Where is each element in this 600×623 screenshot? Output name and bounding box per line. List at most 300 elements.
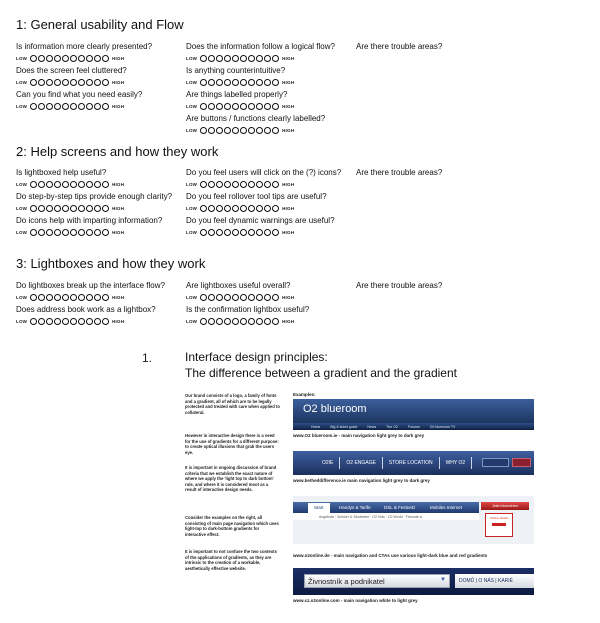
example-screenshot-cz-o2online bbox=[293, 568, 534, 595]
rating-radio[interactable] bbox=[208, 55, 215, 62]
rating-options bbox=[30, 181, 109, 188]
question: Do you feel rollover tool tips are useful? bbox=[186, 192, 327, 201]
rating-radio[interactable] bbox=[94, 294, 101, 301]
rating-radio[interactable] bbox=[232, 229, 239, 236]
rating-radio[interactable] bbox=[46, 103, 53, 110]
rating-radio[interactable] bbox=[102, 318, 109, 325]
example-screenshot-blueroom bbox=[293, 399, 534, 430]
rating-radio[interactable] bbox=[46, 294, 53, 301]
rating-radio[interactable] bbox=[240, 127, 247, 134]
rating-radio[interactable] bbox=[240, 181, 247, 188]
rating-radio[interactable] bbox=[70, 318, 77, 325]
rating-options bbox=[30, 229, 109, 236]
example-caption: www.o2online.de - main navigation and CTAs use various light-dark blue and red gradients bbox=[293, 553, 488, 558]
rating-radio[interactable] bbox=[30, 205, 37, 212]
rating-radio[interactable] bbox=[248, 103, 255, 110]
rating-radio[interactable] bbox=[30, 318, 37, 325]
rating-radio[interactable] bbox=[78, 205, 85, 212]
rating-radio[interactable] bbox=[232, 79, 239, 86]
scale-low-label: LOW bbox=[186, 79, 198, 85]
rating-radio[interactable] bbox=[216, 55, 223, 62]
rating-radio[interactable] bbox=[200, 103, 207, 110]
rating-radio[interactable] bbox=[224, 229, 231, 236]
rating-radio[interactable] bbox=[78, 229, 85, 236]
rating-radio[interactable] bbox=[38, 103, 45, 110]
rating-radio[interactable] bbox=[54, 79, 61, 86]
rating-radio[interactable] bbox=[54, 229, 61, 236]
rating-radio[interactable] bbox=[256, 229, 263, 236]
rating-radio[interactable] bbox=[256, 103, 263, 110]
rating-scale[interactable] bbox=[16, 180, 124, 188]
question: Does the information follow a logical flow? bbox=[186, 42, 335, 51]
top-links: DOMŮ | O NÁS | KARIÉ bbox=[455, 574, 534, 588]
rating-options bbox=[200, 55, 279, 62]
rating-radio[interactable] bbox=[256, 318, 263, 325]
rating-radio[interactable] bbox=[200, 229, 207, 236]
rating-scale[interactable] bbox=[16, 78, 124, 86]
rating-scale[interactable] bbox=[186, 54, 294, 62]
question: Is anything counterintuitive? bbox=[186, 66, 286, 75]
rating-radio[interactable] bbox=[30, 103, 37, 110]
rating-radio[interactable] bbox=[272, 127, 279, 134]
rating-radio[interactable] bbox=[102, 205, 109, 212]
rating-radio[interactable] bbox=[38, 229, 45, 236]
question: Are there trouble areas? bbox=[356, 42, 443, 51]
promo-box bbox=[485, 513, 513, 537]
rating-radio[interactable] bbox=[86, 103, 93, 110]
rating-scale[interactable] bbox=[186, 102, 294, 110]
rating-radio[interactable] bbox=[208, 205, 215, 212]
rating-scale[interactable] bbox=[186, 180, 294, 188]
rating-radio[interactable] bbox=[240, 103, 247, 110]
rating-radio[interactable] bbox=[38, 79, 45, 86]
nav-tab: WHY O2 bbox=[440, 457, 473, 469]
scale-high-label: HIGH bbox=[282, 229, 295, 235]
scale-high-label: HIGH bbox=[282, 127, 295, 133]
question: Are there trouble areas? bbox=[356, 168, 443, 177]
scale-high-label: HIGH bbox=[282, 294, 295, 300]
rating-radio[interactable] bbox=[30, 294, 37, 301]
rating-radio[interactable] bbox=[62, 318, 69, 325]
rating-options bbox=[30, 79, 109, 86]
rating-radio[interactable] bbox=[232, 205, 239, 212]
scale-low-label: LOW bbox=[186, 229, 198, 235]
scale-low-label: LOW bbox=[16, 103, 28, 109]
rating-radio[interactable] bbox=[200, 127, 207, 134]
body-paragraph: It is important in ongoing discussion of brand criteria that we establish the exact nature of where we apply the 'light top to dark bottom' rule, and where it is considered moot as a result of interactive design needs. bbox=[185, 465, 277, 493]
rating-radio[interactable] bbox=[272, 55, 279, 62]
scale-high-label: HIGH bbox=[112, 181, 125, 187]
rating-radio[interactable] bbox=[54, 55, 61, 62]
rating-radio[interactable] bbox=[62, 205, 69, 212]
sub-nav: Angebote · Schüler & Studenten · O2 Kids · O2 World · Freunde w bbox=[293, 513, 479, 520]
rating-radio[interactable] bbox=[94, 229, 101, 236]
rating-scale[interactable] bbox=[16, 228, 124, 236]
rating-radio[interactable] bbox=[62, 79, 69, 86]
section-1-title: 1: General usability and Flow bbox=[16, 17, 184, 32]
rating-radio[interactable] bbox=[224, 55, 231, 62]
nav-item: Home bbox=[311, 424, 321, 429]
rating-radio[interactable] bbox=[78, 181, 85, 188]
rating-radio[interactable] bbox=[232, 127, 239, 134]
rating-options bbox=[30, 205, 109, 212]
rating-radio[interactable] bbox=[94, 181, 101, 188]
rating-radio[interactable] bbox=[200, 318, 207, 325]
rating-radio[interactable] bbox=[256, 294, 263, 301]
question: Is lightboxed help useful? bbox=[16, 168, 107, 177]
rating-options bbox=[30, 103, 109, 110]
rating-radio[interactable] bbox=[224, 127, 231, 134]
rating-radio[interactable] bbox=[38, 181, 45, 188]
chevron-down-icon: ▼ bbox=[440, 577, 446, 583]
question: Can you find what you need easily? bbox=[16, 90, 143, 99]
nav-button bbox=[482, 458, 509, 467]
nav-tabs bbox=[316, 457, 472, 469]
rating-radio[interactable] bbox=[38, 205, 45, 212]
scale-high-label: HIGH bbox=[112, 79, 125, 85]
rating-scale[interactable] bbox=[16, 54, 124, 62]
scale-low-label: LOW bbox=[186, 55, 198, 61]
rating-radio[interactable] bbox=[208, 79, 215, 86]
rating-radio[interactable] bbox=[248, 127, 255, 134]
scale-high-label: HIGH bbox=[282, 205, 295, 211]
scale-low-label: LOW bbox=[186, 127, 198, 133]
rating-radio[interactable] bbox=[232, 318, 239, 325]
rating-radio[interactable] bbox=[272, 79, 279, 86]
rating-radio[interactable] bbox=[200, 294, 207, 301]
rating-radio[interactable] bbox=[256, 205, 263, 212]
example-caption: www.cz.o2online.com - main navigation white to light grey bbox=[293, 598, 418, 603]
scale-low-label: LOW bbox=[16, 294, 28, 300]
rating-radio[interactable] bbox=[256, 181, 263, 188]
rating-options bbox=[200, 205, 279, 212]
scale-high-label: HIGH bbox=[282, 79, 295, 85]
rating-radio[interactable] bbox=[94, 318, 101, 325]
rating-radio[interactable] bbox=[78, 103, 85, 110]
rating-radio[interactable] bbox=[62, 55, 69, 62]
rating-radio[interactable] bbox=[216, 229, 223, 236]
question: Is information more clearly presented? bbox=[16, 42, 153, 51]
rating-radio[interactable] bbox=[232, 294, 239, 301]
rating-radio[interactable] bbox=[86, 79, 93, 86]
segment-select bbox=[304, 574, 450, 588]
rating-radio[interactable] bbox=[208, 318, 215, 325]
rating-radio[interactable] bbox=[78, 55, 85, 62]
nav-item: Big & ticket guide bbox=[330, 424, 358, 429]
promo-box-button bbox=[492, 523, 506, 526]
rating-radio[interactable] bbox=[70, 294, 77, 301]
rating-radio[interactable] bbox=[248, 181, 255, 188]
rating-radio[interactable] bbox=[54, 294, 61, 301]
rating-radio[interactable] bbox=[272, 181, 279, 188]
scale-high-label: HIGH bbox=[282, 318, 295, 324]
scale-high-label: HIGH bbox=[112, 294, 125, 300]
rating-radio[interactable] bbox=[102, 181, 109, 188]
nav-tab: STORE LOCATION bbox=[383, 457, 440, 469]
rating-options bbox=[200, 103, 279, 110]
rating-radio[interactable] bbox=[272, 318, 279, 325]
rating-radio[interactable] bbox=[264, 318, 271, 325]
rating-radio[interactable] bbox=[54, 181, 61, 188]
body-paragraph: It is important to not confuse the two contexts of the applications of gradients, as they are intrinsic to the creation of a workable, aesthetically effective website. bbox=[185, 549, 277, 571]
rating-radio[interactable] bbox=[232, 103, 239, 110]
rating-options bbox=[200, 79, 279, 86]
scale-low-label: LOW bbox=[186, 318, 198, 324]
rating-scale[interactable] bbox=[16, 317, 124, 325]
question: Do icons help with imparting information? bbox=[16, 216, 163, 225]
scale-high-label: HIGH bbox=[112, 103, 125, 109]
section-2-title: 2: Help screens and how they work bbox=[16, 144, 219, 159]
rating-radio[interactable] bbox=[30, 55, 37, 62]
rating-radio[interactable] bbox=[70, 103, 77, 110]
rating-scale[interactable] bbox=[186, 78, 294, 86]
rating-radio[interactable] bbox=[54, 103, 61, 110]
nav-item: Forums bbox=[407, 424, 420, 429]
rating-options bbox=[200, 294, 279, 301]
rating-radio[interactable] bbox=[70, 229, 77, 236]
nav-tab: Handys & Tarife bbox=[339, 505, 371, 510]
rating-scale[interactable] bbox=[186, 317, 294, 325]
scale-low-label: LOW bbox=[186, 294, 198, 300]
body-paragraph: Consider the examples on the right, all consisting of main page navigation which uses light-top to dark-bottom gradients for interactive effect. bbox=[185, 515, 279, 537]
rating-options bbox=[200, 127, 279, 134]
rating-radio[interactable] bbox=[94, 205, 101, 212]
rating-radio[interactable] bbox=[240, 294, 247, 301]
rating-radio[interactable] bbox=[78, 318, 85, 325]
question: Do you feel users will click on the (?) icons? bbox=[186, 168, 342, 177]
rating-radio[interactable] bbox=[208, 294, 215, 301]
nav-tab: Mobiles Internet bbox=[430, 505, 463, 510]
rating-radio[interactable] bbox=[248, 294, 255, 301]
rating-radio[interactable] bbox=[46, 55, 53, 62]
scale-low-label: LOW bbox=[16, 229, 28, 235]
rating-radio[interactable] bbox=[38, 294, 45, 301]
scale-high-label: HIGH bbox=[112, 229, 125, 235]
scale-low-label: LOW bbox=[16, 55, 28, 61]
rating-scale[interactable] bbox=[186, 293, 294, 301]
scale-high-label: HIGH bbox=[112, 55, 125, 61]
segment-select-text: Živnostník a podnikatel bbox=[308, 577, 385, 586]
rating-radio[interactable] bbox=[46, 318, 53, 325]
rating-radio[interactable] bbox=[256, 79, 263, 86]
example-screenshot-o2online-de bbox=[293, 496, 534, 544]
rating-radio[interactable] bbox=[208, 127, 215, 134]
rating-radio[interactable] bbox=[200, 205, 207, 212]
rating-scale[interactable] bbox=[16, 293, 124, 301]
rating-radio[interactable] bbox=[248, 79, 255, 86]
rating-radio[interactable] bbox=[38, 318, 45, 325]
question: Does address book work as a lightbox? bbox=[16, 305, 156, 314]
rating-radio[interactable] bbox=[70, 181, 77, 188]
rating-radio[interactable] bbox=[46, 229, 53, 236]
rating-options bbox=[200, 318, 279, 325]
rating-radio[interactable] bbox=[216, 205, 223, 212]
rating-radio[interactable] bbox=[86, 181, 93, 188]
rating-radio[interactable] bbox=[46, 181, 53, 188]
rating-radio[interactable] bbox=[264, 127, 271, 134]
rating-options bbox=[30, 294, 109, 301]
rating-radio[interactable] bbox=[30, 181, 37, 188]
nav-tab: O2IE bbox=[316, 457, 340, 469]
rating-radio[interactable] bbox=[264, 181, 271, 188]
cta-button: Jetzt informieren bbox=[481, 502, 529, 510]
rating-radio[interactable] bbox=[272, 229, 279, 236]
question: Are things labelled properly? bbox=[186, 90, 288, 99]
rating-radio[interactable] bbox=[240, 205, 247, 212]
rating-radio[interactable] bbox=[264, 294, 271, 301]
rating-radio[interactable] bbox=[200, 79, 207, 86]
rating-radio[interactable] bbox=[54, 205, 61, 212]
scale-high-label: HIGH bbox=[112, 205, 125, 211]
rating-radio[interactable] bbox=[208, 229, 215, 236]
scale-low-label: LOW bbox=[186, 205, 198, 211]
rating-radio[interactable] bbox=[224, 205, 231, 212]
rating-radio[interactable] bbox=[272, 294, 279, 301]
example-caption: www.betheddifference.ie main navigation light grey to dark grey bbox=[293, 478, 430, 483]
rating-radio[interactable] bbox=[216, 294, 223, 301]
blueroom-nav bbox=[293, 423, 534, 430]
rating-radio[interactable] bbox=[62, 229, 69, 236]
o2-logo: O2 blueroom bbox=[303, 403, 367, 415]
rating-radio[interactable] bbox=[248, 318, 255, 325]
rating-radio[interactable] bbox=[102, 55, 109, 62]
rating-radio[interactable] bbox=[102, 229, 109, 236]
rating-radio[interactable] bbox=[264, 103, 271, 110]
rating-scale[interactable] bbox=[186, 126, 294, 134]
rating-radio[interactable] bbox=[86, 55, 93, 62]
rating-radio[interactable] bbox=[86, 229, 93, 236]
promo-box-text: Online Vorteil bbox=[490, 516, 508, 520]
nav-tab: DSL & Festnetz bbox=[384, 505, 416, 510]
examples-label: Examples: bbox=[293, 392, 316, 397]
rating-radio[interactable] bbox=[208, 103, 215, 110]
scale-high-label: HIGH bbox=[112, 318, 125, 324]
rating-radio[interactable] bbox=[224, 181, 231, 188]
rating-radio[interactable] bbox=[94, 103, 101, 110]
example-screenshot-betheddifference bbox=[293, 451, 534, 475]
rating-options bbox=[200, 181, 279, 188]
rating-radio[interactable] bbox=[200, 181, 207, 188]
rating-radio[interactable] bbox=[272, 205, 279, 212]
nav-item: News bbox=[367, 424, 377, 429]
question: Do step-by-step tips provide enough clarity? bbox=[16, 192, 173, 201]
rating-radio[interactable] bbox=[240, 79, 247, 86]
rating-radio[interactable] bbox=[102, 103, 109, 110]
scale-low-label: LOW bbox=[186, 181, 198, 187]
rating-radio[interactable] bbox=[248, 229, 255, 236]
rating-radio[interactable] bbox=[264, 55, 271, 62]
rating-radio[interactable] bbox=[264, 205, 271, 212]
rating-radio[interactable] bbox=[224, 103, 231, 110]
question: Are there trouble areas? bbox=[356, 281, 443, 290]
rating-options bbox=[200, 229, 279, 236]
rating-radio[interactable] bbox=[264, 229, 271, 236]
nav-button bbox=[512, 458, 531, 467]
nav-tab: Start bbox=[308, 503, 330, 513]
body-paragraph: Our brand consists of a logo, a family of fonts and a gradient, all of which are to be legally protected and treated with care when applied to collateral. bbox=[185, 393, 280, 415]
nav-item: The O2 bbox=[386, 424, 398, 429]
question: Are lightboxes useful overall? bbox=[186, 281, 291, 290]
rating-radio[interactable] bbox=[232, 181, 239, 188]
rating-radio[interactable] bbox=[86, 318, 93, 325]
principle-title-line1: Interface design principles: bbox=[185, 350, 328, 364]
rating-radio[interactable] bbox=[62, 181, 69, 188]
question: Is the confirmation lightbox useful? bbox=[186, 305, 310, 314]
question: Do you feel dynamic warnings are useful? bbox=[186, 216, 335, 225]
rating-radio[interactable] bbox=[224, 294, 231, 301]
scale-high-label: HIGH bbox=[282, 103, 295, 109]
rating-radio[interactable] bbox=[102, 294, 109, 301]
section-3-title: 3: Lightboxes and how they work bbox=[16, 256, 206, 271]
rating-radio[interactable] bbox=[216, 127, 223, 134]
rating-radio[interactable] bbox=[240, 229, 247, 236]
rating-scale[interactable] bbox=[16, 204, 124, 212]
rating-radio[interactable] bbox=[86, 205, 93, 212]
rating-radio[interactable] bbox=[46, 205, 53, 212]
rating-radio[interactable] bbox=[256, 55, 263, 62]
rating-radio[interactable] bbox=[78, 294, 85, 301]
rating-radio[interactable] bbox=[54, 318, 61, 325]
rating-radio[interactable] bbox=[232, 55, 239, 62]
rating-radio[interactable] bbox=[224, 79, 231, 86]
rating-radio[interactable] bbox=[272, 103, 279, 110]
rating-radio[interactable] bbox=[216, 79, 223, 86]
principle-number: 1. bbox=[142, 351, 153, 365]
scale-low-label: LOW bbox=[16, 79, 28, 85]
rating-radio[interactable] bbox=[224, 318, 231, 325]
rating-radio[interactable] bbox=[102, 79, 109, 86]
rating-radio[interactable] bbox=[240, 55, 247, 62]
rating-radio[interactable] bbox=[200, 55, 207, 62]
rating-radio[interactable] bbox=[78, 79, 85, 86]
rating-scale[interactable] bbox=[186, 204, 294, 212]
rating-radio[interactable] bbox=[46, 79, 53, 86]
rating-radio[interactable] bbox=[216, 181, 223, 188]
rating-radio[interactable] bbox=[248, 205, 255, 212]
rating-radio[interactable] bbox=[70, 205, 77, 212]
rating-radio[interactable] bbox=[248, 55, 255, 62]
example-caption: www.O2 blueroom.ie - main navigation light grey to dark grey bbox=[293, 433, 425, 438]
rating-scale[interactable] bbox=[16, 102, 124, 110]
rating-radio[interactable] bbox=[70, 79, 77, 86]
rating-radio[interactable] bbox=[256, 127, 263, 134]
question: Are buttons / functions clearly labelled? bbox=[186, 114, 326, 123]
rating-options bbox=[30, 318, 109, 325]
rating-radio[interactable] bbox=[62, 103, 69, 110]
rating-radio[interactable] bbox=[62, 294, 69, 301]
rating-radio[interactable] bbox=[30, 229, 37, 236]
scale-low-label: LOW bbox=[16, 181, 28, 187]
rating-scale[interactable] bbox=[186, 228, 294, 236]
rating-radio[interactable] bbox=[264, 79, 271, 86]
nav-tab: O2 ENGAGE bbox=[340, 457, 382, 469]
rating-radio[interactable] bbox=[216, 318, 223, 325]
rating-radio[interactable] bbox=[70, 55, 77, 62]
rating-radio[interactable] bbox=[86, 294, 93, 301]
rating-radio[interactable] bbox=[216, 103, 223, 110]
rating-radio[interactable] bbox=[94, 55, 101, 62]
rating-radio[interactable] bbox=[208, 181, 215, 188]
rating-options bbox=[30, 55, 109, 62]
principle-title-line2: The difference between a gradient and the gradient bbox=[185, 366, 457, 380]
rating-radio[interactable] bbox=[94, 79, 101, 86]
rating-radio[interactable] bbox=[38, 55, 45, 62]
rating-radio[interactable] bbox=[240, 318, 247, 325]
scale-low-label: LOW bbox=[186, 103, 198, 109]
rating-radio[interactable] bbox=[30, 79, 37, 86]
question: Do lightboxes break up the interface flow? bbox=[16, 281, 165, 290]
nav-item: O2 blueroom TV bbox=[429, 424, 456, 429]
